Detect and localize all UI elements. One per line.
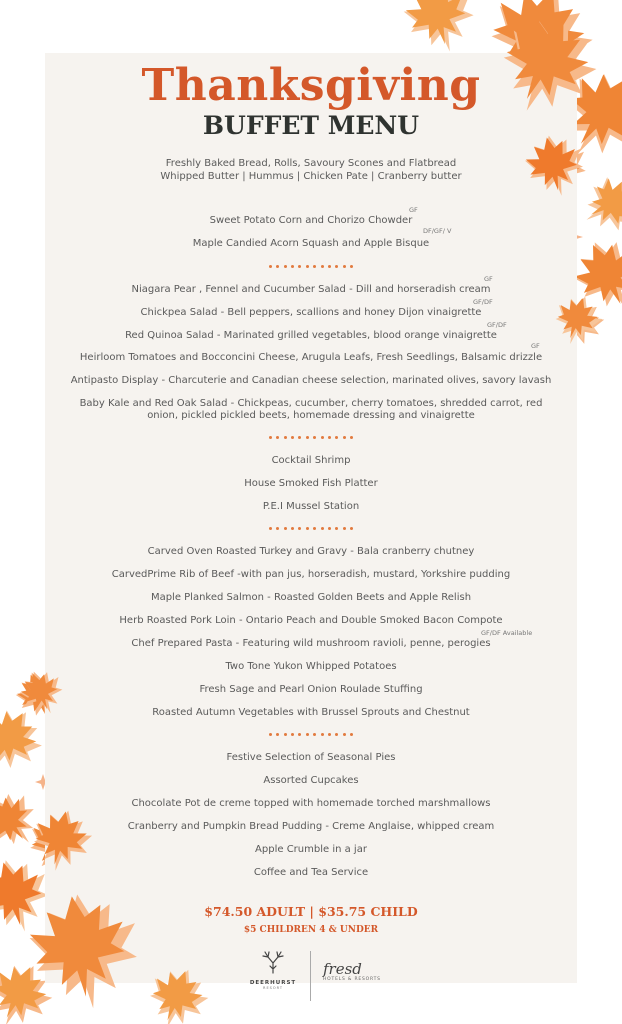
bread-line-2: Whipped Butter | Hummus | Chicken Pate | Cranberry butter	[160, 171, 462, 182]
menu-item: Two Tone Yukon Whipped Potatoes	[225, 661, 397, 672]
fresh-logo	[323, 961, 381, 982]
dietary-tag: GF	[531, 342, 540, 350]
page-subtitle: BUFFET MENU	[202, 111, 420, 140]
price-children-under-4: $5 CHILDREN 4 & UNDER	[243, 925, 379, 935]
menu-item: Chickpea Salad - Bell peppers, scallions and honey Dijon vinaigrette	[140, 307, 482, 318]
menu-item: Heirloom Tomatoes and Bocconcini Cheese, Arugula Leafs, Fresh Seedlings, Balsamic drizzle	[79, 352, 543, 363]
menu-item: Roasted Autumn Vegetables with Brussel Sprouts and Chestnut	[152, 707, 470, 718]
menu-item: Fresh Sage and Pearl Onion Roulade Stuffing	[199, 684, 423, 695]
section-divider	[266, 265, 356, 271]
fresh-sub: HOTELS & RESORTS	[323, 977, 381, 982]
section-divider	[266, 733, 356, 739]
dietary-tag: DF/GF/ V	[423, 227, 452, 235]
menu-item: onion, pickled pickled beets, homemade dressing and vinaigrette	[147, 410, 475, 421]
maple-leaf-icon	[573, 168, 622, 243]
menu-item: Maple Candied Acorn Squash and Apple Bisque	[192, 238, 430, 249]
menu-item: Apple Crumble in a jar	[255, 844, 367, 855]
deerhurst-logo	[245, 951, 301, 990]
section-divider	[266, 527, 356, 533]
fresh-name: fresd	[323, 960, 362, 978]
price-adult-child: $74.50 ADULT | $35.75 CHILD	[204, 904, 418, 919]
dietary-tag: GF/DF	[487, 321, 507, 329]
dietary-tag: GF/DF	[473, 298, 493, 306]
menu-item: Cranberry and Pumpkin Bread Pudding - Creme Anglaise, whipped cream	[127, 821, 495, 832]
menu-item: Cocktail Shrimp	[271, 455, 351, 466]
menu-item: P.E.I Mussel Station	[262, 501, 360, 512]
maple-leaf-icon	[398, 0, 483, 60]
dietary-tag: GF	[409, 206, 418, 214]
bread-line-1: Freshly Baked Bread, Rolls, Savoury Scones and Flatbread	[165, 158, 457, 169]
menu-item: Chef Prepared Pasta - Featuring wild mushroom ravioli, penne, perogies	[131, 638, 491, 649]
deerhurst-name: DEERHURST	[249, 980, 297, 986]
menu-item: Sweet Potato Corn and Chorizo Chowder	[209, 215, 413, 226]
dietary-tag: GF/DF Available	[481, 629, 533, 637]
deerhurst-sub: RESORT	[263, 986, 283, 990]
section-divider	[266, 436, 356, 442]
menu-item: Carved Oven Roasted Turkey and Gravy - Bala cranberry chutney	[147, 546, 475, 557]
menu-item: Assorted Cupcakes	[263, 775, 359, 786]
menu-item: Herb Roasted Pork Loin - Ontario Peach and Double Smoked Bacon Compote	[119, 615, 503, 626]
logo-divider	[310, 951, 311, 1001]
footer-logos	[45, 951, 577, 1001]
deer-antler-icon	[259, 951, 287, 975]
dietary-tag: GF	[484, 275, 493, 283]
menu-item: Antipasto Display - Charcuterie and Canadian cheese selection, marinated olives, savory lavash	[70, 375, 552, 386]
menu-item: CarvedPrime Rib of Beef -with pan jus, horseradish, mustard, Yorkshire pudding	[111, 569, 511, 580]
menu-item: Chocolate Pot de creme topped with homemade torched marshmallows	[131, 798, 491, 809]
menu-item: Coffee and Tea Service	[253, 867, 369, 878]
menu-item: Baby Kale and Red Oak Salad - Chickpeas, cucumber, cherry tomatoes, shredded carrot, red	[79, 398, 543, 409]
menu-item: Red Quinoa Salad - Marinated grilled vegetables, blood orange vinaigrette	[125, 330, 497, 341]
menu-item: Niagara Pear , Fennel and Cucumber Salad - Dill and horseradish cream	[131, 284, 491, 295]
page-title: Thanksgiving	[141, 60, 481, 111]
menu-item: House Smoked Fish Platter	[244, 478, 378, 489]
menu-item: Festive Selection of Seasonal Pies	[226, 752, 396, 763]
menu-item: Maple Planked Salmon - Roasted Golden Beets and Apple Relish	[150, 592, 472, 603]
